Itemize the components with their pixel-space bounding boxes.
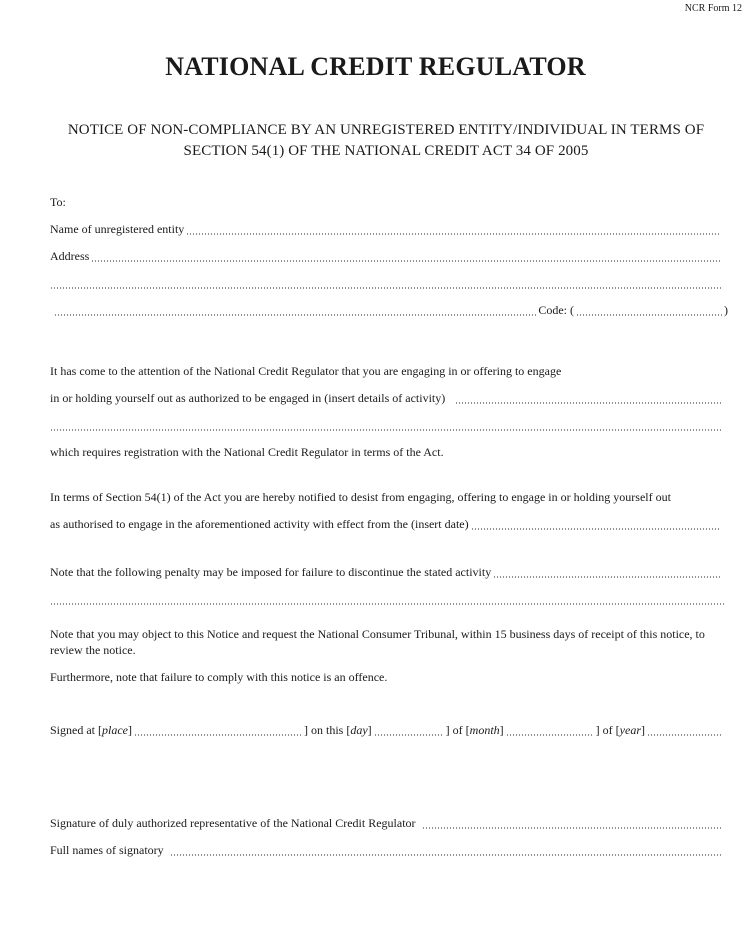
- year-label: year: [619, 723, 641, 737]
- year-close: ]: [641, 723, 645, 737]
- address-field-2[interactable]: [50, 287, 721, 289]
- para1-line-1: [50, 364, 728, 380]
- para1-line-4: [50, 445, 728, 461]
- name-line: [50, 222, 723, 238]
- offence-note: Furthermore, note that failure to comply with this notice is an offence.: [50, 670, 388, 684]
- of-year-label: ] of [: [595, 723, 620, 737]
- para2-line-1: [50, 490, 736, 506]
- place-label: place: [102, 723, 128, 737]
- place-close: ]: [128, 723, 132, 737]
- address-field-3[interactable]: [54, 314, 536, 316]
- to-line: [50, 195, 728, 211]
- activity-field[interactable]: [455, 402, 721, 404]
- penalty-line-2: [50, 592, 728, 608]
- address-line-1: [50, 249, 723, 265]
- on-this-label: ] on this [: [304, 723, 351, 737]
- month-field[interactable]: [506, 734, 594, 736]
- address-line-3: [50, 303, 728, 319]
- activity-field-2[interactable]: [50, 429, 721, 431]
- address-line-2: [50, 276, 723, 292]
- to-label: To:: [50, 195, 66, 209]
- day-close: ]: [367, 723, 372, 737]
- para2-text-2: as authorised to engage in the aforementioned activity with effect from the (insert date): [50, 517, 469, 531]
- signed-at-label: Signed at [: [50, 723, 102, 737]
- signature-label: Signature of duly authorized representative of the National Credit Regulator: [50, 816, 416, 830]
- subtitle-line-2: SECTION 54(1) OF THE NATIONAL CREDIT ACT 34 OF 2005: [183, 143, 589, 159]
- name-label: Name of unregistered entity: [50, 222, 185, 236]
- code-close: ): [724, 303, 728, 317]
- form-number: NCR Form 12: [684, 3, 742, 14]
- para1-line-3: [50, 418, 723, 434]
- month-label: month: [469, 723, 500, 737]
- full-names-label: Full names of signatory: [50, 843, 164, 857]
- subtitle-line-1: NOTICE OF NON-COMPLIANCE BY AN UNREGISTERED ENTITY/INDIVIDUAL IN TERMS OF: [67, 122, 705, 138]
- address-field-1[interactable]: [91, 260, 721, 262]
- month-close: ]: [499, 723, 504, 737]
- of-month-label: ] of [: [445, 723, 470, 737]
- penalty-field[interactable]: [493, 576, 721, 578]
- code-label: Code: (: [538, 303, 574, 317]
- place-field[interactable]: [134, 734, 302, 736]
- notice-subtitle: [30, 120, 742, 162]
- effective-date-field[interactable]: [471, 528, 721, 530]
- penalty-label: Note that the following penalty may be imposed for failure to discontinue the stated activity: [50, 565, 492, 579]
- penalty-field-2[interactable]: [50, 603, 726, 605]
- address-label: Address: [50, 249, 90, 263]
- para1-line-2: [50, 391, 723, 407]
- code-field[interactable]: [576, 314, 722, 316]
- page-title: NATIONAL CREDIT REGULATOR: [165, 52, 586, 81]
- year-field[interactable]: [647, 734, 721, 736]
- para2-line-2: [50, 517, 723, 533]
- para1-text-1: It has come to the attention of the National Credit Regulator that you are engaging in or offering to engage: [50, 364, 562, 378]
- para1-text-2: in or holding yourself out as authorized to be engaged in (insert details of activity): [50, 391, 446, 405]
- full-names-line: [50, 843, 723, 859]
- signed-at-line: [50, 723, 723, 739]
- para1-text-4: which requires registration with the National Credit Regulator in terms of the Act.: [50, 445, 444, 459]
- name-field[interactable]: [186, 233, 721, 235]
- signature-field[interactable]: [422, 827, 721, 829]
- day-label: day: [350, 723, 368, 737]
- para2-text-1: In terms of Section 54(1) of the Act you are hereby notified to desist from engaging, offering to engage in or holding yourself out: [50, 490, 671, 504]
- signature-line: [50, 816, 723, 832]
- objection-note: Note that you may object to this Notice and request the National Consumer Tribunal, within 15 business days of receipt of this notice, to review the notice.: [50, 627, 705, 657]
- day-field[interactable]: [374, 734, 444, 736]
- full-names-field[interactable]: [170, 854, 721, 856]
- penalty-line: [50, 565, 723, 581]
